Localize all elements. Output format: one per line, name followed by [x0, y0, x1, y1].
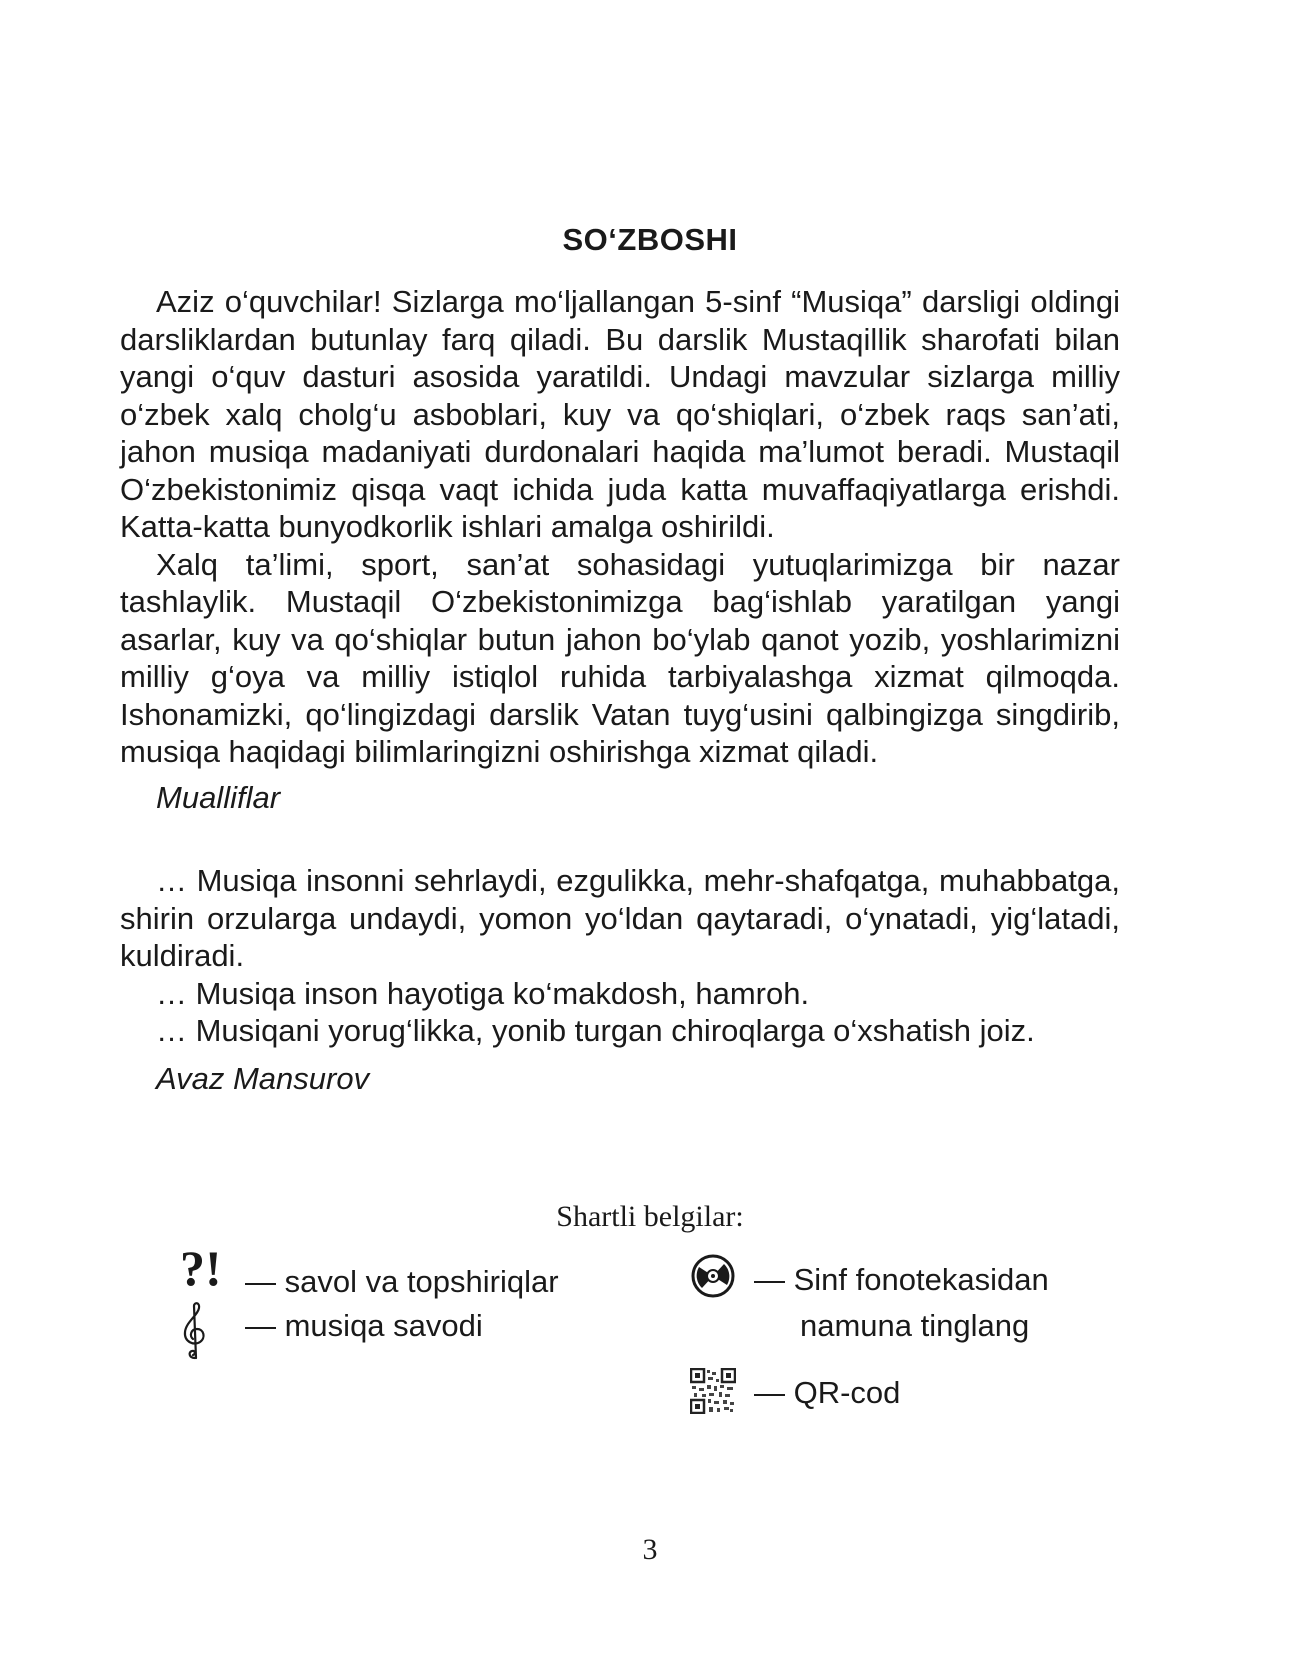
legend-text-questions: — savol va topshiriqlar — [245, 1264, 559, 1299]
quote-line: … Musiqani yorug‘likka, yonib turgan chiroqlarga o‘xshatish joiz. — [156, 1013, 1035, 1048]
cd-disc-icon — [690, 1253, 736, 1304]
treble-clef-icon — [180, 1300, 210, 1367]
preface-paragraph: Xalq ta’limi, sport, san’at sohasidagi yutuqlarimizga bir nazar tashlaylik. Mustaqil O‘zbekistonimizga bag‘ishlab yaratilgan yangi asarlar, kuy va qo‘shiqlar butun jahon bo‘ylab qanot yozib, yoshlarimizni milliy g‘oya va milliy istiqlol ruhida tarbiyalashga xizmat qilmoqda. Ishonamizki, qo‘lingizdagi darslik Vatan tuyg‘usini qalbingizga singdirib, musiqa haqidagi bilimlaringizni oshirishga xizmat qiladi. — [120, 546, 1120, 769]
preface-section — [120, 283, 1120, 816]
legend-text-music-literacy: — musiqa savodi — [245, 1308, 483, 1343]
question-exclamation-icon: ?! — [180, 1240, 222, 1296]
quote-signature: Avaz Mansurov — [156, 1060, 370, 1096]
legend-title: Shartli belgilar: — [556, 1200, 744, 1233]
quote-line: … Musiqa inson hayotiga ko‘makdosh, hamroh. — [156, 975, 810, 1011]
quote-line: … Musiqa insonni sehrlaydi, ezgulikka, mehr-shafqatga, muhabbatga, shirin orzularga undaydi, yomon yo‘ldan qaytaradi, o‘ynatadi, yig‘latadi, kuldiradi. — [120, 863, 1120, 973]
preface-paragraph: Aziz o‘quvchilar! Sizlarga mo‘ljallangan 5-sinf “Musiqa” darsligi oldingi darsliklardan butunlay farq qiladi. Bu darslik Mustaqillik sharofati bilan yangi o‘quv dasturi asosida yaratildi. Undagi mavzular sizlarga milliy o‘zbek xalq cholg‘u asboblari, kuy va qo‘shiqlari, o‘zbek raqs san’ati, jahon musiqa madaniyati durdonalari haqida ma’lumot beradi. Mustaqil O‘zbekistonimiz qisqa vaqt ichida juda katta muvaffaqiyatlarga erishdi. Katta-katta bunyodkorlik ishlari amalga oshirildi. — [120, 284, 1120, 544]
qr-code-icon — [690, 1368, 736, 1419]
quote-section — [120, 862, 1120, 1097]
legend-text-listen: namuna tinglang — [800, 1308, 1030, 1343]
legend-text-fonoteka: — Sinf fonotekasidan — [754, 1262, 1049, 1297]
preface-signature: Mualliflar — [156, 779, 281, 815]
page-title: SO‘ZBOSHI — [562, 222, 738, 257]
legend-text-qr: — QR-cod — [754, 1375, 901, 1410]
page-number: 3 — [642, 1533, 658, 1566]
